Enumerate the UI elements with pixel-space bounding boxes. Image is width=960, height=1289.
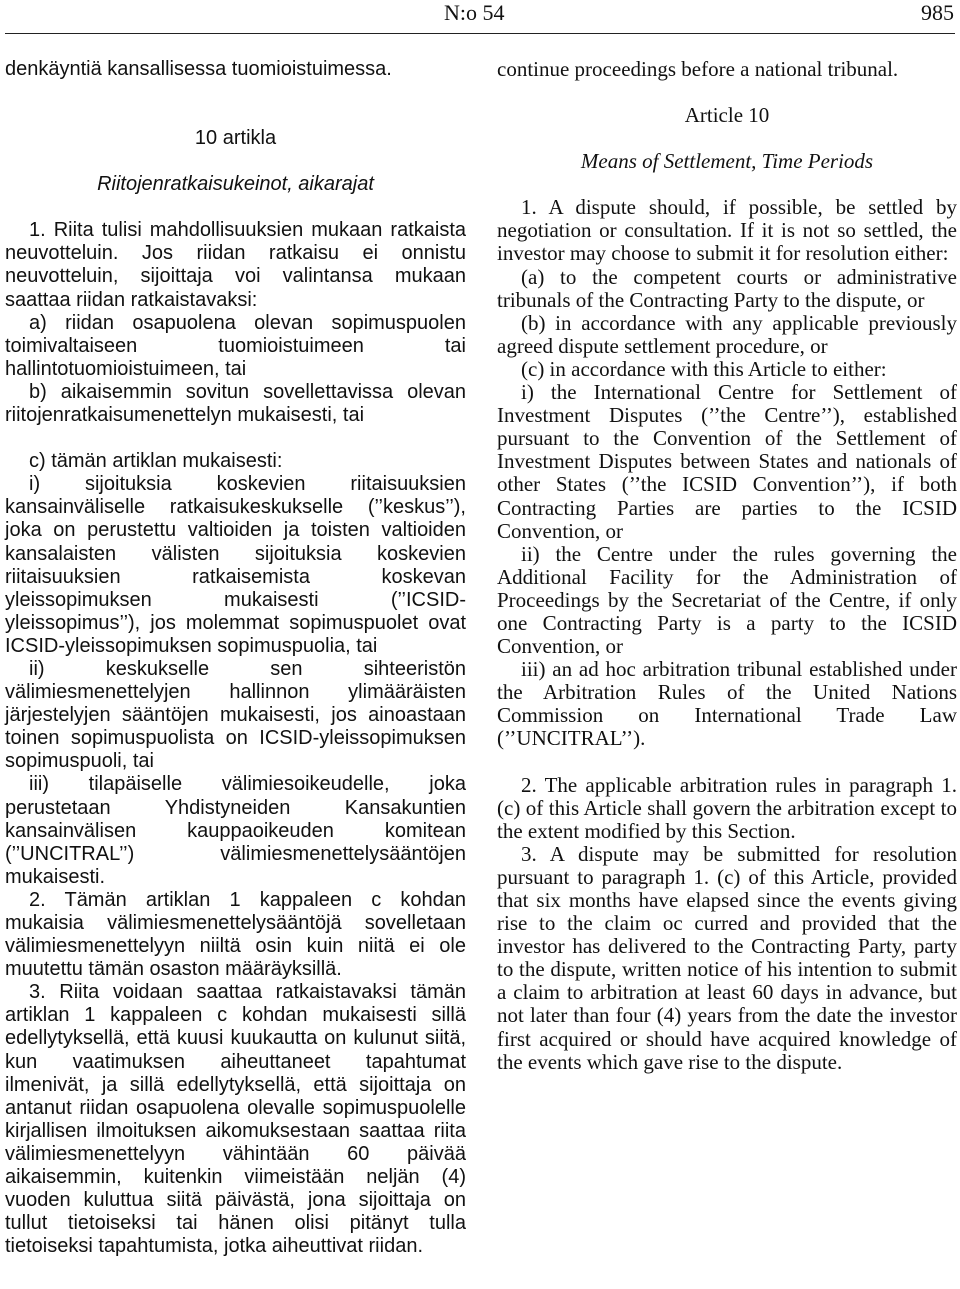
header-rule	[5, 33, 955, 34]
finnish-paragraph-1: 1. Riita tulisi mahdollisuuksien mukaan ratkaista neuvotteluin. Jos riidan ratkaisu ei onnistu neuvotteluin, sijoittaja voi valintansa mukaan saattaa riidan ratkaistavaksi:	[5, 219, 466, 311]
english-paragraph-c-ii: ii) the Centre under the rules governing the Additional Facility for the Administration of Proceedings by the Secretariat of the Centre, if only one Contracting Party is a party to the ICSID Convention, or	[497, 541, 957, 659]
finnish-paragraph-c-i: i) sijoituksia koskevien riitaisuuksien kansainväliselle ratkaisukeskukselle (’’keskus’’), joka on perustettu valtioiden ja toisten valtioiden kansalaisten välisten sijoituksia koskevien riitaisuuksien ratkaisemista koskevan yleissopimuksen mukaisesti (’’ICSID-yleissopimus’’), jos molemmat sopimuspuolet ovat ICSID-yleissopimuksen sopimuspuolia, tai	[5, 473, 466, 657]
english-article-subtitle: Means of Settlement, Time Periods	[580, 149, 874, 174]
english-paragraph-b: (b) in accordance with any applicable previously agreed dispute settlement procedure, or	[497, 310, 957, 358]
finnish-paragraph-c-iii: iii) tilapäiselle välimiesoikeudelle, joka perustetaan Yhdistyneiden Kansakuntien kansainvälisen kauppaoikeuden komitean (’’UNCITRAL’’) välimiesmenettelysääntöjen mukaisesti.	[5, 773, 466, 888]
english-paragraph-2: 2. The applicable arbitration rules in paragraph 1. (c) of this Article shall govern the arbitration except to the extent modified by this Section.	[497, 772, 957, 843]
english-article-title: Article 10	[684, 103, 770, 128]
english-column	[497, 58, 957, 1074]
finnish-paragraph-b: b) aikaisemmin sovitun sovellettavissa olevan riitojenratkaisumenettelyn mukaisesti, tai	[5, 380, 466, 427]
english-intro: continue proceedings before a national tribunal.	[497, 57, 899, 81]
english-paragraph-a: (a) to the competent courts or administrative tribunals of the Contracting Party to the dispute, or	[497, 264, 957, 312]
english-paragraph-c-iii: iii) an ad hoc arbitration tribunal established under the Arbitration Rules of the United Nations Commission on International Trade Law (’’UNCITRAL’’).	[497, 657, 957, 751]
page-number: 985	[921, 0, 954, 25]
finnish-intro: denkäyntiä kansallisessa tuomioistuimessa.	[5, 58, 392, 80]
finnish-article-subtitle: Riitojenratkaisukeinot, aikarajat	[97, 173, 374, 196]
english-paragraph-c-i: i) the International Centre for Settlement of Investment Disputes (’’the Centre’’), established pursuant to the Convention of the Settlement of Investment Disputes between States and nationals of other States (’’the ICSID Convention’’), if both Contracting Parties are parties to the ICSID Convention, or	[497, 380, 957, 543]
finnish-paragraph-c-ii: ii) keskukselle sen sihteeristön välimiesmenettelyjen hallinnon ylimääräisten järjestelyjen sääntöjen mukaisesti, jos ainoastaan toinen sopimuspuolista on ICSID-yleissopimuksen sopimuspuoli, tai	[5, 657, 466, 773]
finnish-article-title: 10 artikla	[194, 127, 277, 150]
finnish-column	[5, 58, 466, 1258]
finnish-paragraph-c: c) tämän artiklan mukaisesti:	[29, 450, 283, 473]
finnish-paragraph-3: 3. Riita voidaan saattaa ratkaistavaksi tämän artiklan 1 kappaleen c kohdan mukaisesti sillä edellytyksellä, että kuusi kuukautta on kulunut siitä, kun vaatimuksen aiheuttaneet tapahtumat ilmenivät, ja sillä edellytyksellä, että sijoittaja on antanut riidan osapuolena olevalle sopimuspuolelle kirjallisen ilmoituksen aikomuksestaan saattaa riita välimiesmenettelyyn vähintään 60 päivää aikaisemmin, kuitenkin viimeistään neljän (4) vuoden kuluttua siitä päivästä, jona sijoittaja on tullut tietoiseksi tai hänen olisi pitänyt tulla tietoiseksi tapahtumista, jotka aiheuttivat riidan.	[5, 981, 466, 1258]
english-paragraph-1: 1. A dispute should, if possible, be settled by negotiation or consultation. If it is not so settled, the investor may choose to submit it for resolution either:	[497, 195, 957, 266]
issue-number: N:o 54	[444, 0, 505, 25]
english-paragraph-3: 3. A dispute may be submitted for resolution pursuant to paragraph 1. (c) of this Article, provided that six months have elapsed since the events giving rise to the claim oc curred and provided that the investor has delivered to the Contracting Party, party to the dispute, written notice of his intention to submit a claim to arbitration at least 60 days in advance, but not later than four (4) years from the date the investor first acquired or should have acquired knowledge of the events which gave rise to the dispute.	[497, 841, 957, 1074]
finnish-paragraph-a: a) riidan osapuolena olevan sopimuspuolen toimivaltaiseen tuomioistuimeen tai hallintotuomioistuimeen, tai	[5, 311, 466, 380]
finnish-paragraph-2: 2. Tämän artiklan 1 kappaleen c kohdan mukaisia välimiesmenettelysääntöjä sovelletaan välimiesmenettelyyn niiltä osin kuin niitä ei ole muutettu tämän osaston määräyksillä.	[5, 888, 466, 981]
english-paragraph-c: (c) in accordance with this Article to either:	[521, 356, 887, 381]
